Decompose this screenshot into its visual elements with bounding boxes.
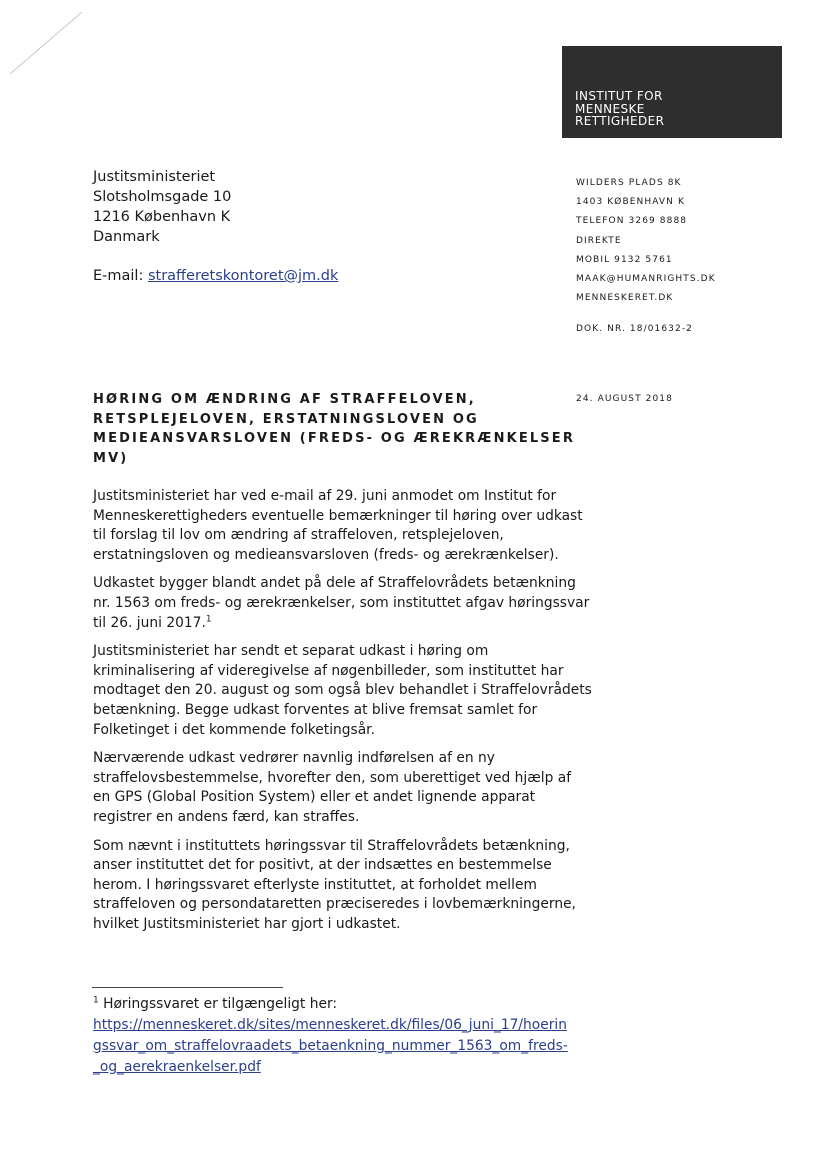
footnote-ref[interactable]: 1 [205,613,212,624]
recipient-line: Justitsministeriet [93,169,216,185]
footnote [93,994,568,1078]
paragraph-1 [93,487,583,565]
paragraph-3 [93,642,592,740]
letter-date: 24. AUGUST 2018 [576,394,673,404]
logo-line: MENNESKE [575,101,645,116]
letter-heading [93,390,576,468]
text-line: nr. 1563 om freds- og ærekrænkelser, som instituttet afgav høringssvar [93,594,590,611]
text-line: herom. I høringssvaret efterlyste instituttet, at forholdet mellem [93,876,537,893]
text-line: kriminalisering af videregivelse af nøgenbilleder, som instituttet har [93,662,564,679]
text-line: Justitsministeriet har sendt et separat udkast i høring om [93,643,489,660]
email-label: E-mail: [93,268,148,284]
email-link[interactable]: strafferetskontoret@jm.dk [147,268,339,284]
logo-line: RETTIGHEDER [575,114,665,128]
institute-logo [562,46,782,138]
text-line: registrer en andens færd, kan straffes. [93,808,360,825]
text-line: en GPS (Global Position System) eller et andet lignende apparat [93,789,536,806]
paragraph-2 [93,574,590,633]
document-number: DOK. NR. 18/01632-2 [576,324,694,334]
text-span: til 26. juni 2017. [93,614,206,631]
paragraph-4 [93,749,572,827]
footnote-divider [92,987,283,988]
text-line: straffeloven og persondataretten præciseredes i lovbemærkningerne, [93,896,576,913]
text-line: anser instituttet det for positivt, at der indsættes en bestemmelse [93,857,552,874]
heading-line: MV) [93,450,129,466]
scan-artifact-line [8,8,86,78]
footnote-text: Høringssvaret er tilgængeligt her: [98,996,338,1012]
recipient-line: 1216 København K [93,209,231,225]
recipient-address [93,167,231,247]
recipient-line: Danmark [93,229,160,245]
text-line: straffelovsbestemmelse, hvorefter den, som uberettiget ved hjælp af [93,769,572,786]
heading-line: HØRING OM ÆNDRING AF STRAFFELOVEN, [93,392,476,407]
contact-line: WILDERS PLADS 8K [576,178,682,188]
heading-line: RETSPLEJELOVEN, ERSTATNINGSLOVEN OG [93,411,479,427]
text-line: modtaget den 20. august og som også blev behandlet i Straffelovrådets [93,682,592,699]
logo-line: INSTITUT FOR [575,89,663,103]
contact-line: TELEFON 3269 8888 [576,216,688,227]
recipient-email [93,266,338,286]
contact-line: 1403 KØBENHAVN K [576,197,685,208]
footnote-intro [93,994,563,1015]
text-line: Nærværende udkast vedrører navnlig indførelsen af en ny [93,750,495,767]
text-line: Som nævnt i instituttets høringssvar til Straffelovrådets betænkning, [93,837,570,854]
text-line: Folketinget i det kommende folketingsår. [93,721,375,738]
footnote-link-line[interactable]: https://menneskeret.dk/sites/menneskeret.dk/files/06_juni_17/hoerin [93,1017,567,1033]
letter-body [93,487,592,943]
footnote-link-line[interactable]: gssvar_om_straffelovraadets_betaenkning_nummer_1563_om_freds- [93,1038,568,1054]
contact-line: DIREKTE [576,235,622,246]
contact-line: MENNESKERET.DK [576,293,674,304]
text-line: erstatningsloven og medieansvarsloven (freds- og ærekrænkelser). [93,546,559,563]
text-line: til forslag til lov om ændring af straffeloven, retsplejeloven, [93,527,504,544]
text-line: betænkning. Begge udkast forventes at blive fremsat samlet for [93,701,538,718]
text-line: Justitsministeriet har ved e-mail af 29. juni anmodet om Institut for [93,488,557,504]
text-line: Menneskerettigheders eventuelle bemærkninger til høring over udkast [93,507,583,524]
text-line [93,614,563,634]
recipient-line: Slotsholmsgade 10 [93,189,232,205]
footnote-link-line[interactable]: _og_aerekraenkelser.pdf [93,1059,261,1075]
footnote-number: 1 [93,995,99,1006]
contact-line: MAAK@HUMANRIGHTS.DK [576,274,716,285]
contact-line: MOBIL 9132 5761 [576,254,673,265]
paragraph-5 [93,837,576,935]
heading-line: MEDIEANSVARSLOVEN (FREDS- OG ÆREKRÆNKELSER [93,431,576,446]
text-line: hvilket Justitsministeriet har gjort i udkastet. [93,915,401,932]
sender-contact-info [576,174,716,308]
text-line: Udkastet bygger blandt andet på dele af Straffelovrådets betænkning [93,575,576,592]
